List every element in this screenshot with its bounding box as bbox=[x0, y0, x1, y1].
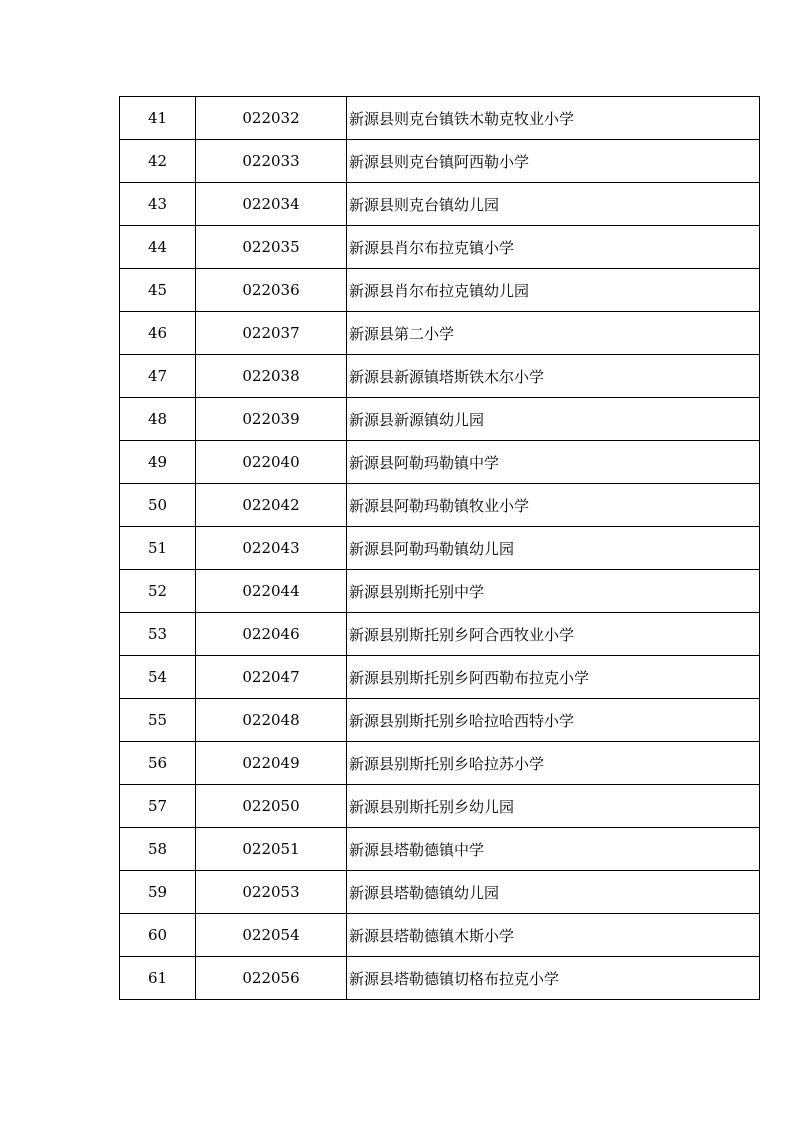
table-row bbox=[120, 355, 760, 398]
table-row bbox=[120, 613, 760, 656]
school-code-cell: 022044 bbox=[196, 570, 347, 613]
row-index-cell: 45 bbox=[120, 269, 196, 312]
table-row bbox=[120, 828, 760, 871]
table-row bbox=[120, 97, 760, 140]
school-name-cell: 新源县新源镇塔斯铁木尔小学 bbox=[347, 355, 760, 398]
table-row bbox=[120, 699, 760, 742]
table-row bbox=[120, 785, 760, 828]
row-index-cell: 55 bbox=[120, 699, 196, 742]
row-index-cell: 56 bbox=[120, 742, 196, 785]
school-name-cell: 新源县别斯托别中学 bbox=[347, 570, 760, 613]
school-name-cell: 新源县阿勒玛勒镇幼儿园 bbox=[347, 527, 760, 570]
school-code-cell: 022035 bbox=[196, 226, 347, 269]
table-body bbox=[120, 97, 760, 1000]
school-name-cell: 新源县则克台镇铁木勒克牧业小学 bbox=[347, 97, 760, 140]
school-code-cell: 022040 bbox=[196, 441, 347, 484]
table-row bbox=[120, 742, 760, 785]
school-code-cell: 022038 bbox=[196, 355, 347, 398]
school-code-cell: 022047 bbox=[196, 656, 347, 699]
school-name-cell: 新源县别斯托别乡哈拉哈西特小学 bbox=[347, 699, 760, 742]
school-name-cell: 新源县塔勒德镇中学 bbox=[347, 828, 760, 871]
table-row bbox=[120, 914, 760, 957]
school-name-cell: 新源县新源镇幼儿园 bbox=[347, 398, 760, 441]
school-code-cell: 022046 bbox=[196, 613, 347, 656]
row-index-cell: 42 bbox=[120, 140, 196, 183]
table-row bbox=[120, 570, 760, 613]
table-row bbox=[120, 140, 760, 183]
school-code-cell: 022053 bbox=[196, 871, 347, 914]
row-index-cell: 50 bbox=[120, 484, 196, 527]
school-code-cell: 022039 bbox=[196, 398, 347, 441]
table-row bbox=[120, 527, 760, 570]
school-code-cell: 022042 bbox=[196, 484, 347, 527]
school-code-cell: 022051 bbox=[196, 828, 347, 871]
table-row bbox=[120, 871, 760, 914]
row-index-cell: 43 bbox=[120, 183, 196, 226]
school-name-cell: 新源县第二小学 bbox=[347, 312, 760, 355]
row-index-cell: 49 bbox=[120, 441, 196, 484]
school-name-cell: 新源县别斯托别乡哈拉苏小学 bbox=[347, 742, 760, 785]
row-index-cell: 61 bbox=[120, 957, 196, 1000]
row-index-cell: 41 bbox=[120, 97, 196, 140]
row-index-cell: 57 bbox=[120, 785, 196, 828]
school-code-cell: 022049 bbox=[196, 742, 347, 785]
table-row bbox=[120, 398, 760, 441]
school-code-cell: 022048 bbox=[196, 699, 347, 742]
table-row bbox=[120, 183, 760, 226]
table-row bbox=[120, 484, 760, 527]
school-name-cell: 新源县则克台镇幼儿园 bbox=[347, 183, 760, 226]
school-code-cell: 022034 bbox=[196, 183, 347, 226]
table-row bbox=[120, 226, 760, 269]
school-name-cell: 新源县塔勒德镇切格布拉克小学 bbox=[347, 957, 760, 1000]
row-index-cell: 46 bbox=[120, 312, 196, 355]
school-code-cell: 022033 bbox=[196, 140, 347, 183]
school-name-cell: 新源县塔勒德镇幼儿园 bbox=[347, 871, 760, 914]
school-name-cell: 新源县则克台镇阿西勒小学 bbox=[347, 140, 760, 183]
row-index-cell: 44 bbox=[120, 226, 196, 269]
row-index-cell: 58 bbox=[120, 828, 196, 871]
row-index-cell: 54 bbox=[120, 656, 196, 699]
school-name-cell: 新源县塔勒德镇木斯小学 bbox=[347, 914, 760, 957]
row-index-cell: 48 bbox=[120, 398, 196, 441]
school-table bbox=[119, 96, 760, 1000]
row-index-cell: 51 bbox=[120, 527, 196, 570]
school-name-cell: 新源县阿勒玛勒镇中学 bbox=[347, 441, 760, 484]
row-index-cell: 59 bbox=[120, 871, 196, 914]
school-code-cell: 022032 bbox=[196, 97, 347, 140]
table-row bbox=[120, 441, 760, 484]
school-code-cell: 022036 bbox=[196, 269, 347, 312]
school-name-cell: 新源县阿勒玛勒镇牧业小学 bbox=[347, 484, 760, 527]
school-code-cell: 022056 bbox=[196, 957, 347, 1000]
school-name-cell: 新源县肖尔布拉克镇幼儿园 bbox=[347, 269, 760, 312]
row-index-cell: 53 bbox=[120, 613, 196, 656]
school-name-cell: 新源县别斯托别乡阿西勒布拉克小学 bbox=[347, 656, 760, 699]
row-index-cell: 60 bbox=[120, 914, 196, 957]
row-index-cell: 47 bbox=[120, 355, 196, 398]
school-code-cell: 022050 bbox=[196, 785, 347, 828]
school-code-cell: 022054 bbox=[196, 914, 347, 957]
school-code-cell: 022037 bbox=[196, 312, 347, 355]
row-index-cell: 52 bbox=[120, 570, 196, 613]
school-code-cell: 022043 bbox=[196, 527, 347, 570]
school-name-cell: 新源县肖尔布拉克镇小学 bbox=[347, 226, 760, 269]
table-row bbox=[120, 312, 760, 355]
table-row bbox=[120, 957, 760, 1000]
school-name-cell: 新源县别斯托别乡阿合西牧业小学 bbox=[347, 613, 760, 656]
table-row bbox=[120, 269, 760, 312]
school-name-cell: 新源县别斯托别乡幼儿园 bbox=[347, 785, 760, 828]
table-row bbox=[120, 656, 760, 699]
